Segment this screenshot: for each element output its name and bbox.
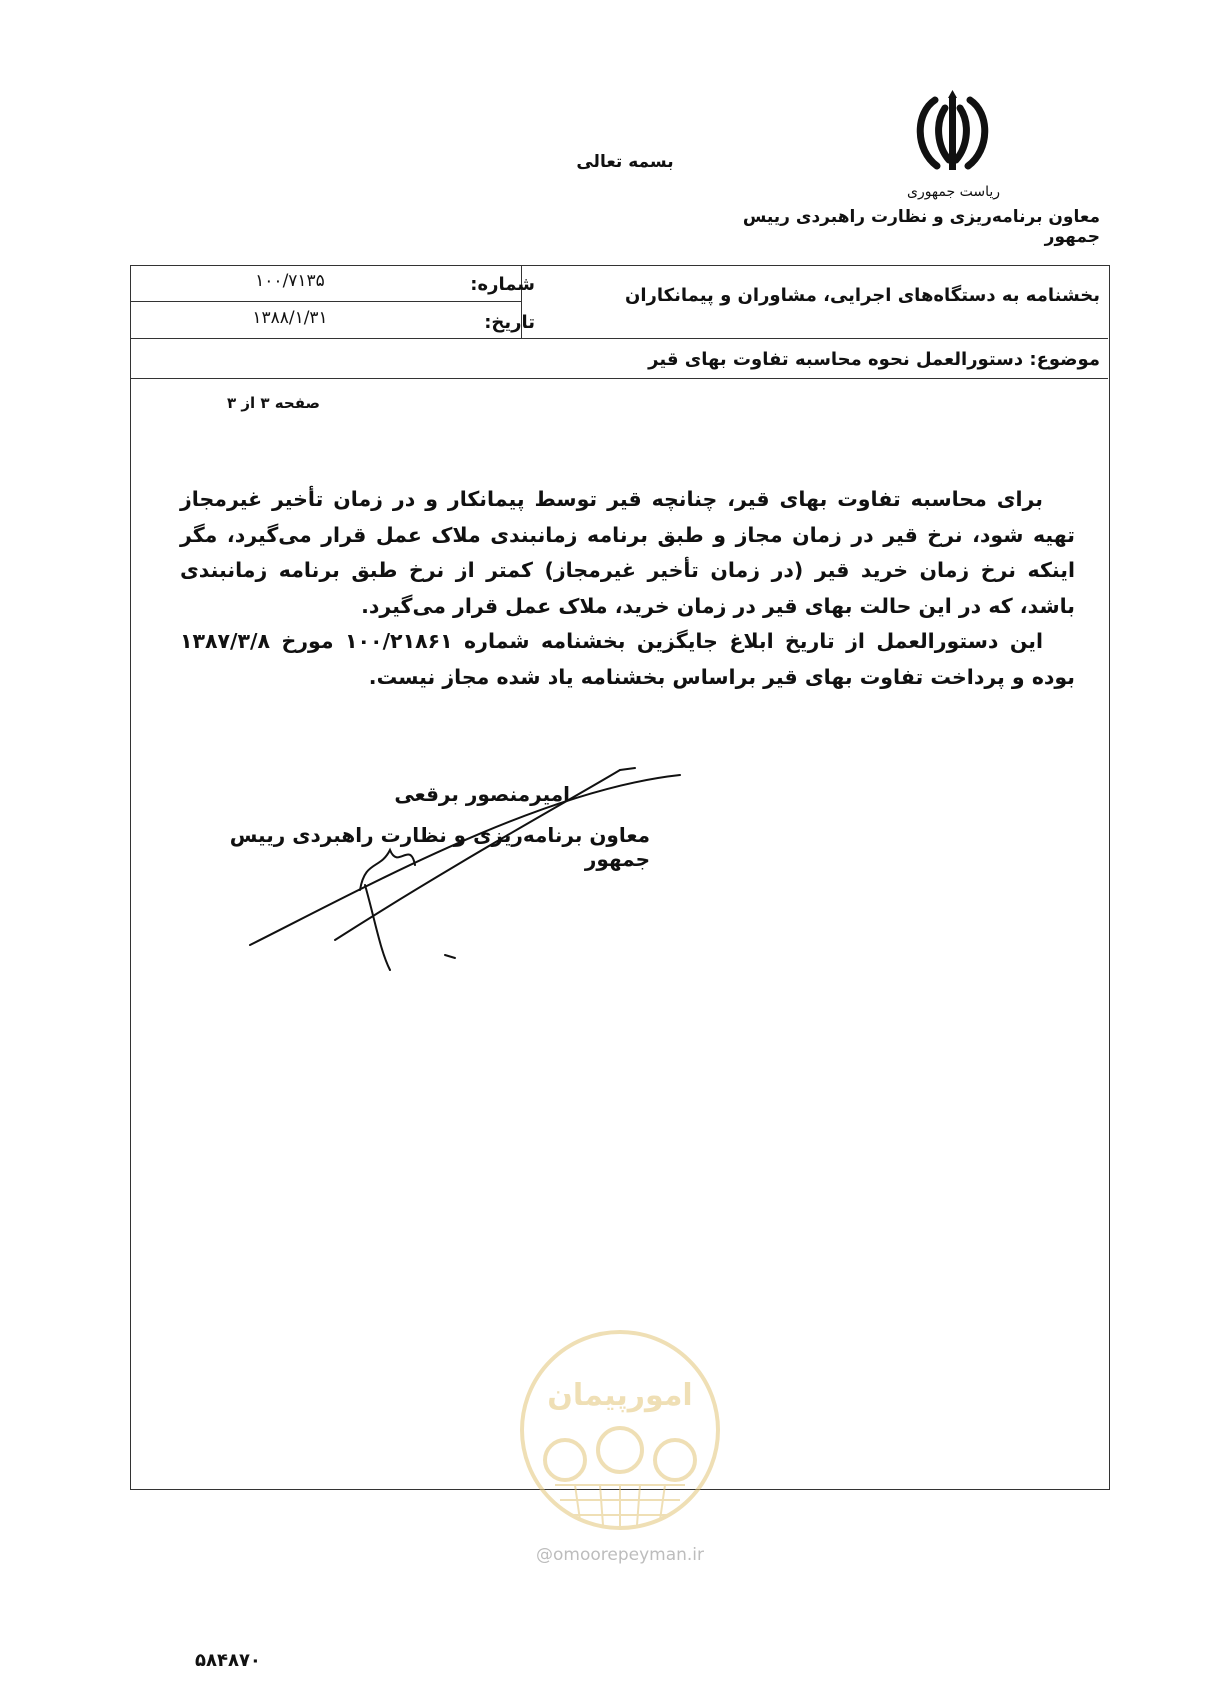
meta-row-divider: [131, 301, 521, 302]
header-divider: [131, 338, 1108, 339]
org-subtitle: ریاست جمهوری: [906, 184, 1000, 200]
page-indicator: صفحه ۳ از ۳: [227, 394, 320, 412]
body-paragraph-2: این دستورالعمل از تاریخ ابلاغ جایگزین بخشنامه شماره ۱۰۰/۲۱۸۶۱ مورخ ۱۳۸۷/۳/۸ بوده و پرداخت تفاوت بهای قیر براساس بخشنامه یاد شده مجاز نیست.: [180, 629, 1075, 689]
signer-name: امیرمنصور برقعی: [394, 782, 570, 806]
footer-code: ۵۸۴۸۷۰: [195, 1650, 261, 1671]
watermark-logo-text: امورپیمان: [547, 1378, 693, 1413]
watermark-website: @omoorepeyman.ir: [535, 1545, 705, 1565]
number-label: شماره:: [470, 274, 535, 295]
watermark-logo-icon: [515, 1325, 725, 1545]
iran-emblem-icon: [905, 88, 1000, 178]
subject-divider: [131, 378, 1108, 379]
letter-body: [180, 482, 1075, 695]
number-value: ۱۰۰/۷۱۳۵: [255, 271, 325, 291]
date-label: تاریخ:: [484, 312, 535, 333]
org-title: معاون برنامه‌ریزی و نظارت راهبردی رییس جمهور: [742, 207, 1100, 247]
body-paragraph-1: برای محاسبه تفاوت بهای قیر، چنانچه قیر توسط پیمانکار و در زمان تأخیر غیرمجاز تهیه شود، نرخ قیر در زمان مجاز و طبق برنامه زمانبندی ملاک عمل قرار می‌گیرد، مگر اینکه نرخ زمان خرید قیر (در زمان تأخیر غیرمجاز) کمتر از نرخ طبق برنامه زمانبندی باشد، که در این حالت بهای قیر در زمان خرید، ملاک عمل قرار می‌گیرد.: [180, 487, 1075, 618]
addressee: بخشنامه به دستگاه‌های اجرایی، مشاوران و پیمانکاران: [625, 285, 1100, 306]
subject-line: موضوع: دستورالعمل نحوه محاسبه تفاوت بهای قیر: [648, 349, 1100, 370]
bismillah-heading: بسمه تعالی: [576, 152, 674, 172]
signer-title: معاون برنامه‌ریزی و نظارت راهبردی رییس جمهور: [229, 823, 650, 871]
date-value: ۱۳۸۸/۱/۳۱: [252, 308, 328, 328]
